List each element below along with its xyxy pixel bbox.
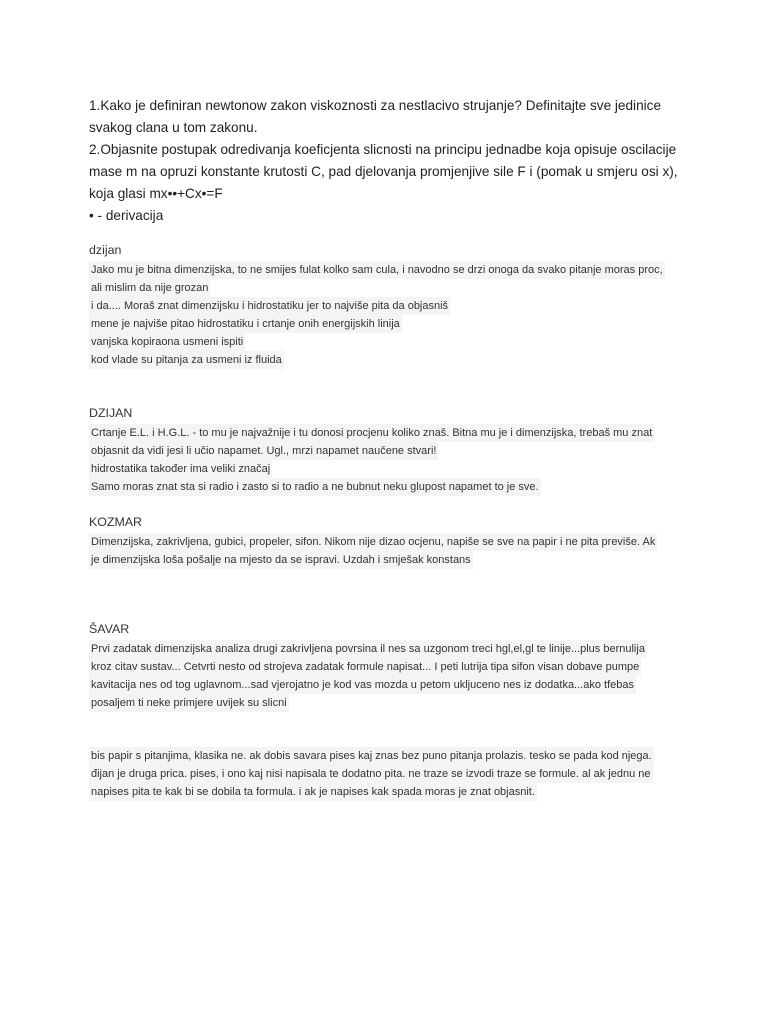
section-savar bbox=[89, 621, 709, 711]
section-line: mene je najviše pitao hidrostatiku i crtanje onih energijskih linija bbox=[89, 315, 402, 333]
question-line: • - derivacija bbox=[89, 208, 164, 223]
question-line: mase m na opruzi konstante krutosti C, pad djelovanja promjenjive sile F i (pomak u smjeru osi x), bbox=[89, 164, 678, 179]
section-line: kod vlade su pitanja za usmeni iz fluida bbox=[89, 351, 284, 369]
section-line: kavitacija nes od tog uglavnom...sad vjerojatno je kod vas mozda u petom ukljuceno nes iz dodatka...ako tfebas bbox=[89, 676, 636, 694]
section-notes bbox=[89, 746, 709, 800]
section-line: Crtanje E.L. i H.G.L. - to mu je najvažnije i tu donosi procjenu koliko znaš. Bitna mu je i dimenzijska, trebaš mu znat bbox=[89, 424, 654, 442]
section-line: vanjska kopiraona usmeni ispiti bbox=[89, 333, 245, 351]
exam-questions bbox=[89, 95, 689, 227]
section-dzijan-2 bbox=[89, 405, 709, 495]
section-kozmar bbox=[89, 514, 709, 568]
section-line: kroz citav sustav... Cetvrti nesto od strojeva zadatak formule napisat... I peti lutrija tipa sifon visan dobave pumpe bbox=[89, 658, 641, 676]
section-heading: KOZMAR bbox=[89, 515, 143, 529]
section-line: objasnit da vidi jesi li učio napamet. Ugl., mrzi napamet naučene stvari! bbox=[89, 442, 438, 460]
question-line: svakog clana u tom zakonu. bbox=[89, 120, 258, 135]
section-line: hidrostatika također ima veliki značaj bbox=[89, 460, 272, 478]
section-line: Samo moras znat sta si radio i zasto si to radio a ne bubnut neku glupost napamet to je sve. bbox=[89, 478, 541, 496]
question-line: 1.Kako je definiran newtonow zakon viskoznosti za nestlacivo strujanje? Definitajte sve jedinice bbox=[89, 98, 662, 113]
section-line: napises pita te kak bi se dobila ta formula. i ak je napises kak spada moras je znat objasnit. bbox=[89, 783, 537, 801]
section-line: Prvi zadatak dimenzijska analiza drugi zakrivljena povrsina il nes sa uzgonom treci hgl,el,gl te linije...plus bernulija bbox=[89, 640, 647, 658]
section-heading: dzijan bbox=[89, 243, 122, 257]
section-line: bis papir s pitanjima, klasika ne. ak dobis savara pises kaj znas bez puno pitanja prolazis. tesko se pada kod njega. bbox=[89, 747, 654, 765]
question-line: 2.Objasnite postupak odredivanja koeficjenta slicnosti na principu jednadbe koja opisuje oscilacije bbox=[89, 142, 677, 157]
section-dzijan bbox=[89, 242, 709, 368]
section-line: Dimenzijska, zakrivljena, gubici, propeler, sifon. Nikom nije dizao ocjenu, napiše se sve na papir i ne pita previše. Ak bbox=[89, 533, 657, 551]
section-line: Jako mu je bitna dimenzijska, to ne smijes fulat kolko sam cula, i navodno se drzi onoga da svako pitanje moras proc, bbox=[89, 261, 665, 279]
section-line: je dimenzijska loša pošalje na mjesto da se ispravi. Uzdah i smješak konstans bbox=[89, 551, 473, 569]
question-line: koja glasi mx••+Cx•=F bbox=[89, 186, 223, 201]
section-line: đijan je druga prica. pises, i ono kaj nisi napisala te dodatno pita. ne traze se izvodi traze se formule. al ak jednu ne bbox=[89, 765, 653, 783]
section-line: i da.... Moraš znat dimenzijsku i hidrostatiku jer to najviše pita da objasniš bbox=[89, 297, 450, 315]
section-heading: ŠAVAR bbox=[89, 622, 130, 636]
section-heading: DZIJAN bbox=[89, 406, 133, 420]
section-line: ali mislim da nije grozan bbox=[89, 279, 210, 297]
section-line: posaljem ti neke primjere uvijek su slicni bbox=[89, 694, 289, 712]
